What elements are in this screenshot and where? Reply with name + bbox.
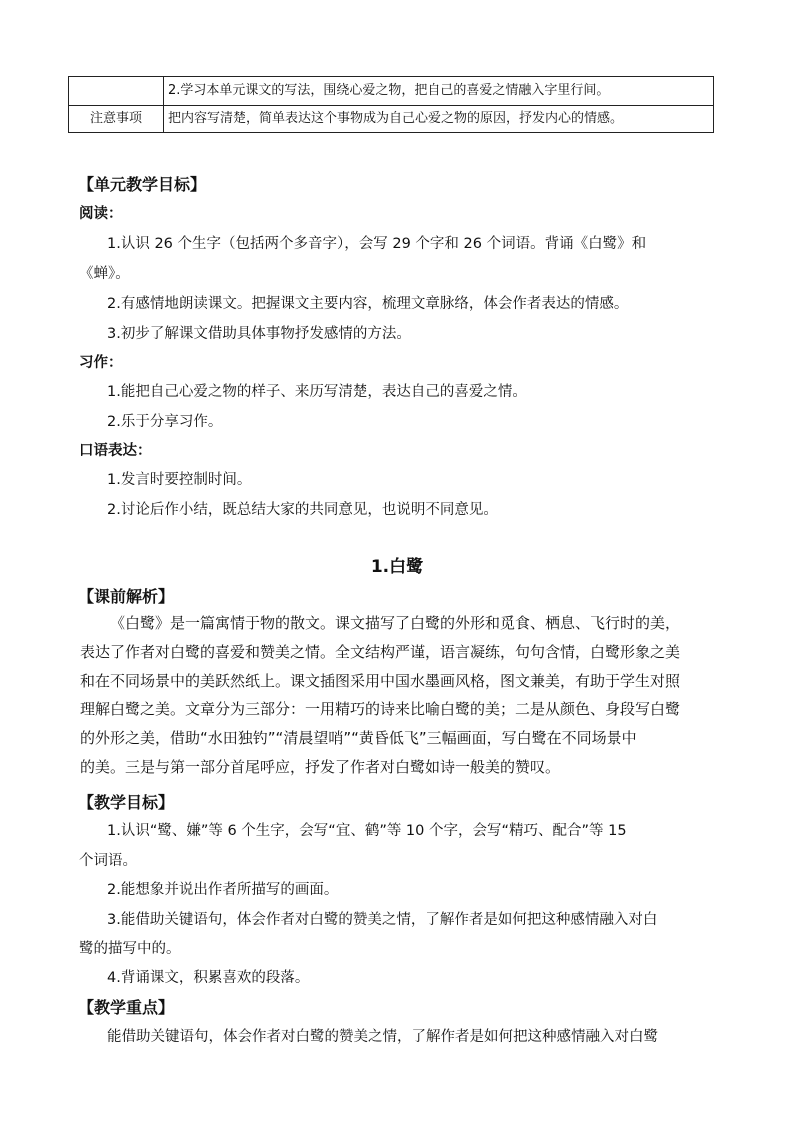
reading-item: 2.有感情地朗读课文。把握课文主要内容，梳理文章脉络，体会作者表达的情感。 (107, 296, 629, 312)
reading-item: 1.认识 26 个生字（包括两个多音字），会写 29 个字和 26 个词语。背诵《白鹭》和 (107, 236, 647, 252)
goals-heading: 【教学目标】 (78, 793, 175, 812)
table-row (69, 106, 714, 133)
goal-line: 1.认识“鹭、嫌”等 6 个生字，会写“宜、鹤”等 10 个字，会写“精巧、配合”等 15 (107, 823, 627, 839)
paragraph-line: 《白鹭》是一篇寓情于物的散文。课文描写了白鹭的外形和觅食、栖息、飞行时的美， (110, 614, 681, 632)
oral-item: 1.发言时要控制时间。 (107, 472, 252, 488)
unit-goals-heading: 【单元教学目标】 (78, 175, 207, 194)
table-row (69, 77, 714, 106)
paragraph-line: 表达了作者对白鹭的喜爱和赞美之情。全文结构严谨，语言凝练，句句含情，白鹭形象之美 (80, 642, 681, 661)
oral-item: 2.讨论后作小结，既总结大家的共同意见，也说明不同意见。 (107, 502, 498, 518)
lesson-title: 1.白鹭 (370, 557, 424, 577)
reading-item: 《蝉》。 (79, 266, 130, 282)
reading-item: 3.初步了解课文借助具体事物抒发感情的方法。 (107, 326, 411, 342)
writing-label: 习作： (79, 355, 123, 371)
goal-line: 2.能想象并说出作者所描写的画面。 (107, 882, 339, 898)
analysis-paragraph (80, 609, 716, 782)
goal-line: 4.背诵课文，积累喜欢的段落。 (107, 970, 310, 986)
writing-item: 2.乐于分享习作。 (107, 414, 223, 430)
goal-line: 3.能借助关键语句，体会作者对白鹭的赞美之情，了解作者是如何把这种感情融入对白 (107, 912, 658, 928)
table-cell-content: 2.学习本单元课文的写法，围绕心爱之物，把自己的喜爱之情融入字里行间。 (164, 77, 714, 106)
key-points-heading: 【教学重点】 (78, 998, 175, 1017)
table-cell-label: 注意事项 (69, 106, 164, 133)
key-point-line: 能借助关键语句，体会作者对白鹭的赞美之情，了解作者是如何把这种感情融入对白鹭 (107, 1029, 658, 1045)
table-cell-label (69, 77, 164, 106)
table-cell-content: 把内容写清楚，简单表达这个事物成为自己心爱之物的原因，抒发内心的情感。 (164, 106, 714, 133)
requirements-table (68, 76, 714, 133)
paragraph-line: 的美。三是与第一部分首尾呼应，抒发了作者对白鹭如诗一般美的赞叹。 (80, 757, 561, 776)
reading-label: 阅读： (79, 206, 123, 222)
paragraph-line: 和在不同场景中的美跃然纸上。课文插图采用中国水墨画风格，图文兼美，有助于学生对照 (80, 671, 681, 690)
paragraph-line: 的外形之美，借助“水田独钓”“清晨望哨”“黄昏低飞”三幅画面，写白鹭在不同场景中 (80, 729, 637, 748)
paragraph-line: 理解白鹭之美。文章分为三部分：一用精巧的诗来比喻白鹭的美；二是从颜色、身段写白鹭 (80, 700, 681, 719)
analysis-heading: 【课前解析】 (78, 587, 175, 606)
goal-line: 鹭的描写中的。 (79, 941, 181, 957)
oral-label: 口语表达： (79, 443, 152, 459)
writing-item: 1.能把自己心爱之物的样子、来历写清楚，表达自己的喜爱之情。 (107, 384, 527, 400)
goal-line: 个词语。 (79, 853, 137, 869)
